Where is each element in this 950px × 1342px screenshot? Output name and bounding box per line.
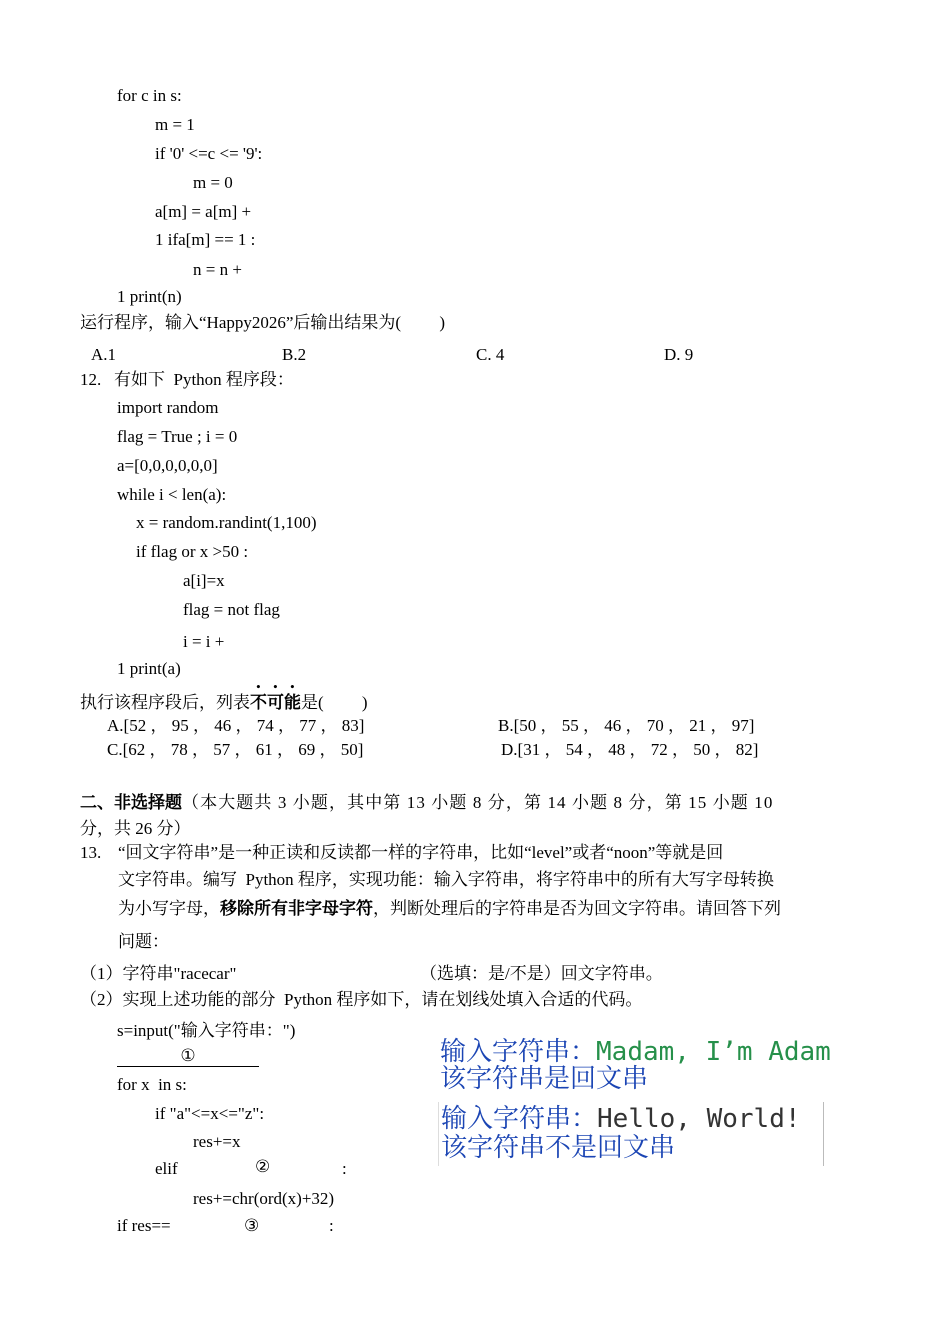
option-c: C. 4 — [476, 345, 505, 364]
code-line: flag = True ; i = 0 — [117, 427, 238, 446]
answer-blank-2[interactable]: ② — [255, 1157, 271, 1176]
question-stem: 运行程序，输入“Happy2026”后输出结果为( ) — [80, 313, 445, 332]
code-line: if flag or x >50 : — [136, 542, 249, 561]
prompt-text: 输入字符串： — [441, 1104, 598, 1134]
stem-text: 是( ) — [301, 693, 368, 712]
section-note: 分，共 26 分） — [80, 819, 191, 838]
blank-marker: ① — [117, 1046, 259, 1067]
question-text: “回文字符串”是一种正读和反读都一样的字符串，比如“level”或者“noon”等就是回 — [118, 843, 724, 862]
stem-text: 执行该程序段后，列表 — [80, 693, 250, 712]
sub-question-1-hint: （选填：是/不是）回文字符串。 — [420, 964, 663, 983]
output-line: 该字符串是回文串 — [440, 1064, 649, 1094]
sub-question-1: （1）字符串"racecar" — [80, 964, 237, 983]
code-line: m = 0 — [193, 173, 233, 192]
code-line: import random — [117, 398, 219, 417]
output-run-2 — [438, 1102, 824, 1166]
output-line — [440, 1039, 831, 1065]
code-line: 1 ifa[m] == 1 : — [155, 230, 256, 249]
text-part: 为小写字母， — [118, 899, 220, 918]
input-text: Hello, World! — [597, 1104, 801, 1134]
code-line: if '0' <=c <= '9': — [155, 144, 263, 163]
bold-text: 移除所有非字母字符 — [220, 899, 373, 919]
answer-blank-3[interactable]: ③ — [244, 1216, 260, 1235]
question-text: 文字符串。编写 Python 程序，实现功能：输入字符串，将字符串中的所有大写字母转换 — [118, 870, 774, 889]
option-d: D.[31 ， 54 ， 48 ， 72 ， 50 ， 82] — [501, 740, 759, 759]
code-line: a[m] = a[m] + — [155, 202, 252, 221]
code-line: for c in s: — [117, 86, 182, 105]
question-title: 12. 有如下 Python 程序段： — [80, 370, 294, 389]
output-line: 该字符串不是回文串 — [441, 1133, 676, 1163]
text-part: ，判断处理后的字符串是否为回文字符串。请回答下列 — [373, 899, 781, 918]
question-stem — [80, 683, 368, 713]
code-line: if "a"<=x<="z": — [155, 1104, 265, 1123]
section-title: 二、非选择题 — [80, 793, 182, 813]
question-text: 问题： — [118, 932, 169, 951]
option-b: B.[50 ， 55 ， 46 ， 70 ， 21 ， 97] — [498, 716, 755, 735]
output-line — [441, 1106, 801, 1132]
answer-blank-1[interactable] — [117, 1046, 259, 1067]
code-line: i = i + — [183, 632, 225, 651]
code-line: if res== — [117, 1216, 171, 1235]
prompt-text: 输入字符串： — [440, 1037, 597, 1067]
option-a: A.[52 ， 95 ， 46 ， 74 ， 77 ， 83] — [107, 716, 365, 735]
option-c: C.[62 ， 78 ， 57 ， 61 ， 69 ， 50] — [107, 740, 364, 759]
section-note: （本大题共 3 小题，其中第 13 小题 8 分，第 14 小题 8 分，第 15 小题 10 — [182, 793, 774, 812]
sub-question-2: （2）实现上述功能的部分 Python 程序如下，请在划线处填入合适的代码。 — [80, 990, 643, 1009]
code-line: a=[0,0,0,0,0,0] — [117, 456, 218, 475]
output-run-1 — [438, 1036, 831, 1096]
code-line: a[i]=x — [183, 571, 225, 590]
code-line: res+=x — [193, 1132, 241, 1151]
program-output-screenshot — [438, 1036, 831, 1166]
section-heading — [80, 793, 773, 813]
code-line: s=input("输入字符串：") — [117, 1021, 296, 1040]
emphasis-text: 不可能 — [250, 693, 301, 713]
code-line: m = 1 — [155, 115, 195, 134]
code-line: while i < len(a): — [117, 485, 227, 504]
input-text: Madam, I’m Adam — [596, 1037, 831, 1067]
question-text — [118, 899, 781, 919]
option-a: A.1 — [91, 345, 117, 364]
code-line: n = n + — [193, 260, 242, 279]
code-line: : — [329, 1216, 334, 1235]
code-line: flag = not flag — [183, 600, 280, 619]
option-d: D. 9 — [664, 345, 694, 364]
option-b: B.2 — [282, 345, 307, 364]
code-line: 1 print(n) — [117, 287, 182, 306]
code-line: res+=chr(ord(x)+32) — [193, 1189, 335, 1208]
code-line: x = random.randint(1,100) — [136, 513, 317, 532]
code-line: : — [342, 1159, 347, 1178]
code-line: elif — [155, 1159, 178, 1178]
question-number: 13. — [80, 843, 102, 862]
code-line: 1 print(a) — [117, 659, 181, 678]
code-line: for x in s: — [117, 1075, 187, 1094]
